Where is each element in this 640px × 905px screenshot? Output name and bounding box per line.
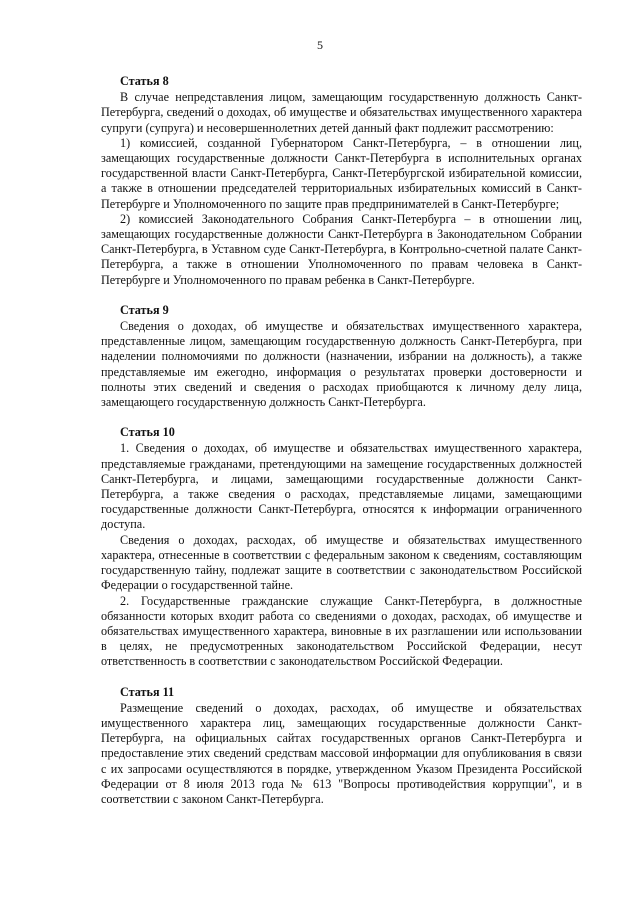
article-heading: Статья 11 xyxy=(120,684,175,699)
article-heading: Статья 8 xyxy=(120,74,169,88)
paragraph: 1) комиссией, созданной Губернатором Санкт-Петербурга, – в отношении лиц, замещающих государственные должности Санкт-Петербурга в исполнительных органах государственной власти Санкт-Петербурга, Санкт-Петербургской избирательной комиссии, а также в отношении председателей территориальных избирательных комиссий в Санкт-Петербурге и Уполномоченного по защите прав предпринимателей в Санкт-Петербурге; xyxy=(101,135,582,211)
paragraph: Сведения о доходах, расходах, об имуществе и обязательствах имущественного характера, отнесенные в соответствии с федеральным законом к сведениям, составляющим государственную тайну, подлежат защите в соответствии с законодательством Российской Федерации о государственной тайне. xyxy=(101,532,582,593)
paragraph: Сведения о доходах, об имуществе и обязательствах имущественного характера, представленные лицом, замещающим государственную должность Санкт-Петербурга, при наделении полномочиями по должности (назначении, избрании на должность), а также представляемые им ежегодно, информация о результатах проверки достоверности и полноты этих сведений и сведения о расходах приобщаются к личному делу лица, замещающего государственную должность Санкт-Петербурга. xyxy=(101,319,582,410)
article-8 xyxy=(101,74,582,288)
paragraph: Размещение сведений о доходах, расходах, об имуществе и обязательствах имущественного характера лиц, замещающих государственные должности Санкт-Петербурга, на официальных сайтах государственных органов Санкт-Петербурга и предоставление этих сведений средствам массовой информации для опубликования в связи с их запросами осуществляются в порядке, утвержденном Указом Президента Российской Федерации от 8 июля 2013 года № 613 "Вопросы противодействия коррупции", и в соответствии с законом Санкт-Петербурга. xyxy=(101,700,582,806)
paragraph: 2. Государственные гражданские служащие Санкт-Петербурга, в должностные обязанности которых входит работа со сведениями о доходах, расходах, об имуществе и обязательствах имущественного характера, виновные в их разглашении или использовании в целях, не предусмотренных законодательством Российской Федерации, несут ответственность в соответствии с законодательством Российской Федерации. xyxy=(101,593,582,669)
article-heading: Статья 9 xyxy=(120,302,169,317)
paragraph: 1. Сведения о доходах, об имуществе и обязательствах имущественного характера, представляемые гражданами, претендующими на замещение государственных должностей Санкт-Петербурга, и лицами, замещающими государственные должности Санкт-Петербурга, а также сведения о расходах, представляемые лицами, замещающими государственные должности Санкт-Петербурга, относятся к информации ограниченного доступа. xyxy=(101,441,582,532)
article-11 xyxy=(101,685,582,808)
article-heading: Статья 10 xyxy=(120,425,175,440)
paragraph: 2) комиссией Законодательного Собрания Санкт-Петербурга – в отношении лиц, замещающих государственные должности Санкт-Петербурга в Законодательном Собрании Санкт-Петербурга, в Уставном суде Санкт-Петербурга, в Контрольно-счетной палате Санкт-Петербурга, а также в отношении Уполномоченного по правам человека в Санкт-Петербурге и Уполномоченного по правам ребенка в Санкт-Петербурге. xyxy=(101,211,582,287)
paragraph: В случае непредставления лицом, замещающим государственную должность Санкт-Петербурга, сведений о доходах, об имуществе и обязательствах имущественного характера супруги (супруга) и несовершеннолетних детей данный факт подлежит рассмотрению: xyxy=(101,90,582,135)
article-9 xyxy=(101,303,582,410)
page-number: 5 xyxy=(317,38,323,52)
article-10 xyxy=(101,425,582,669)
document-body xyxy=(101,74,582,822)
